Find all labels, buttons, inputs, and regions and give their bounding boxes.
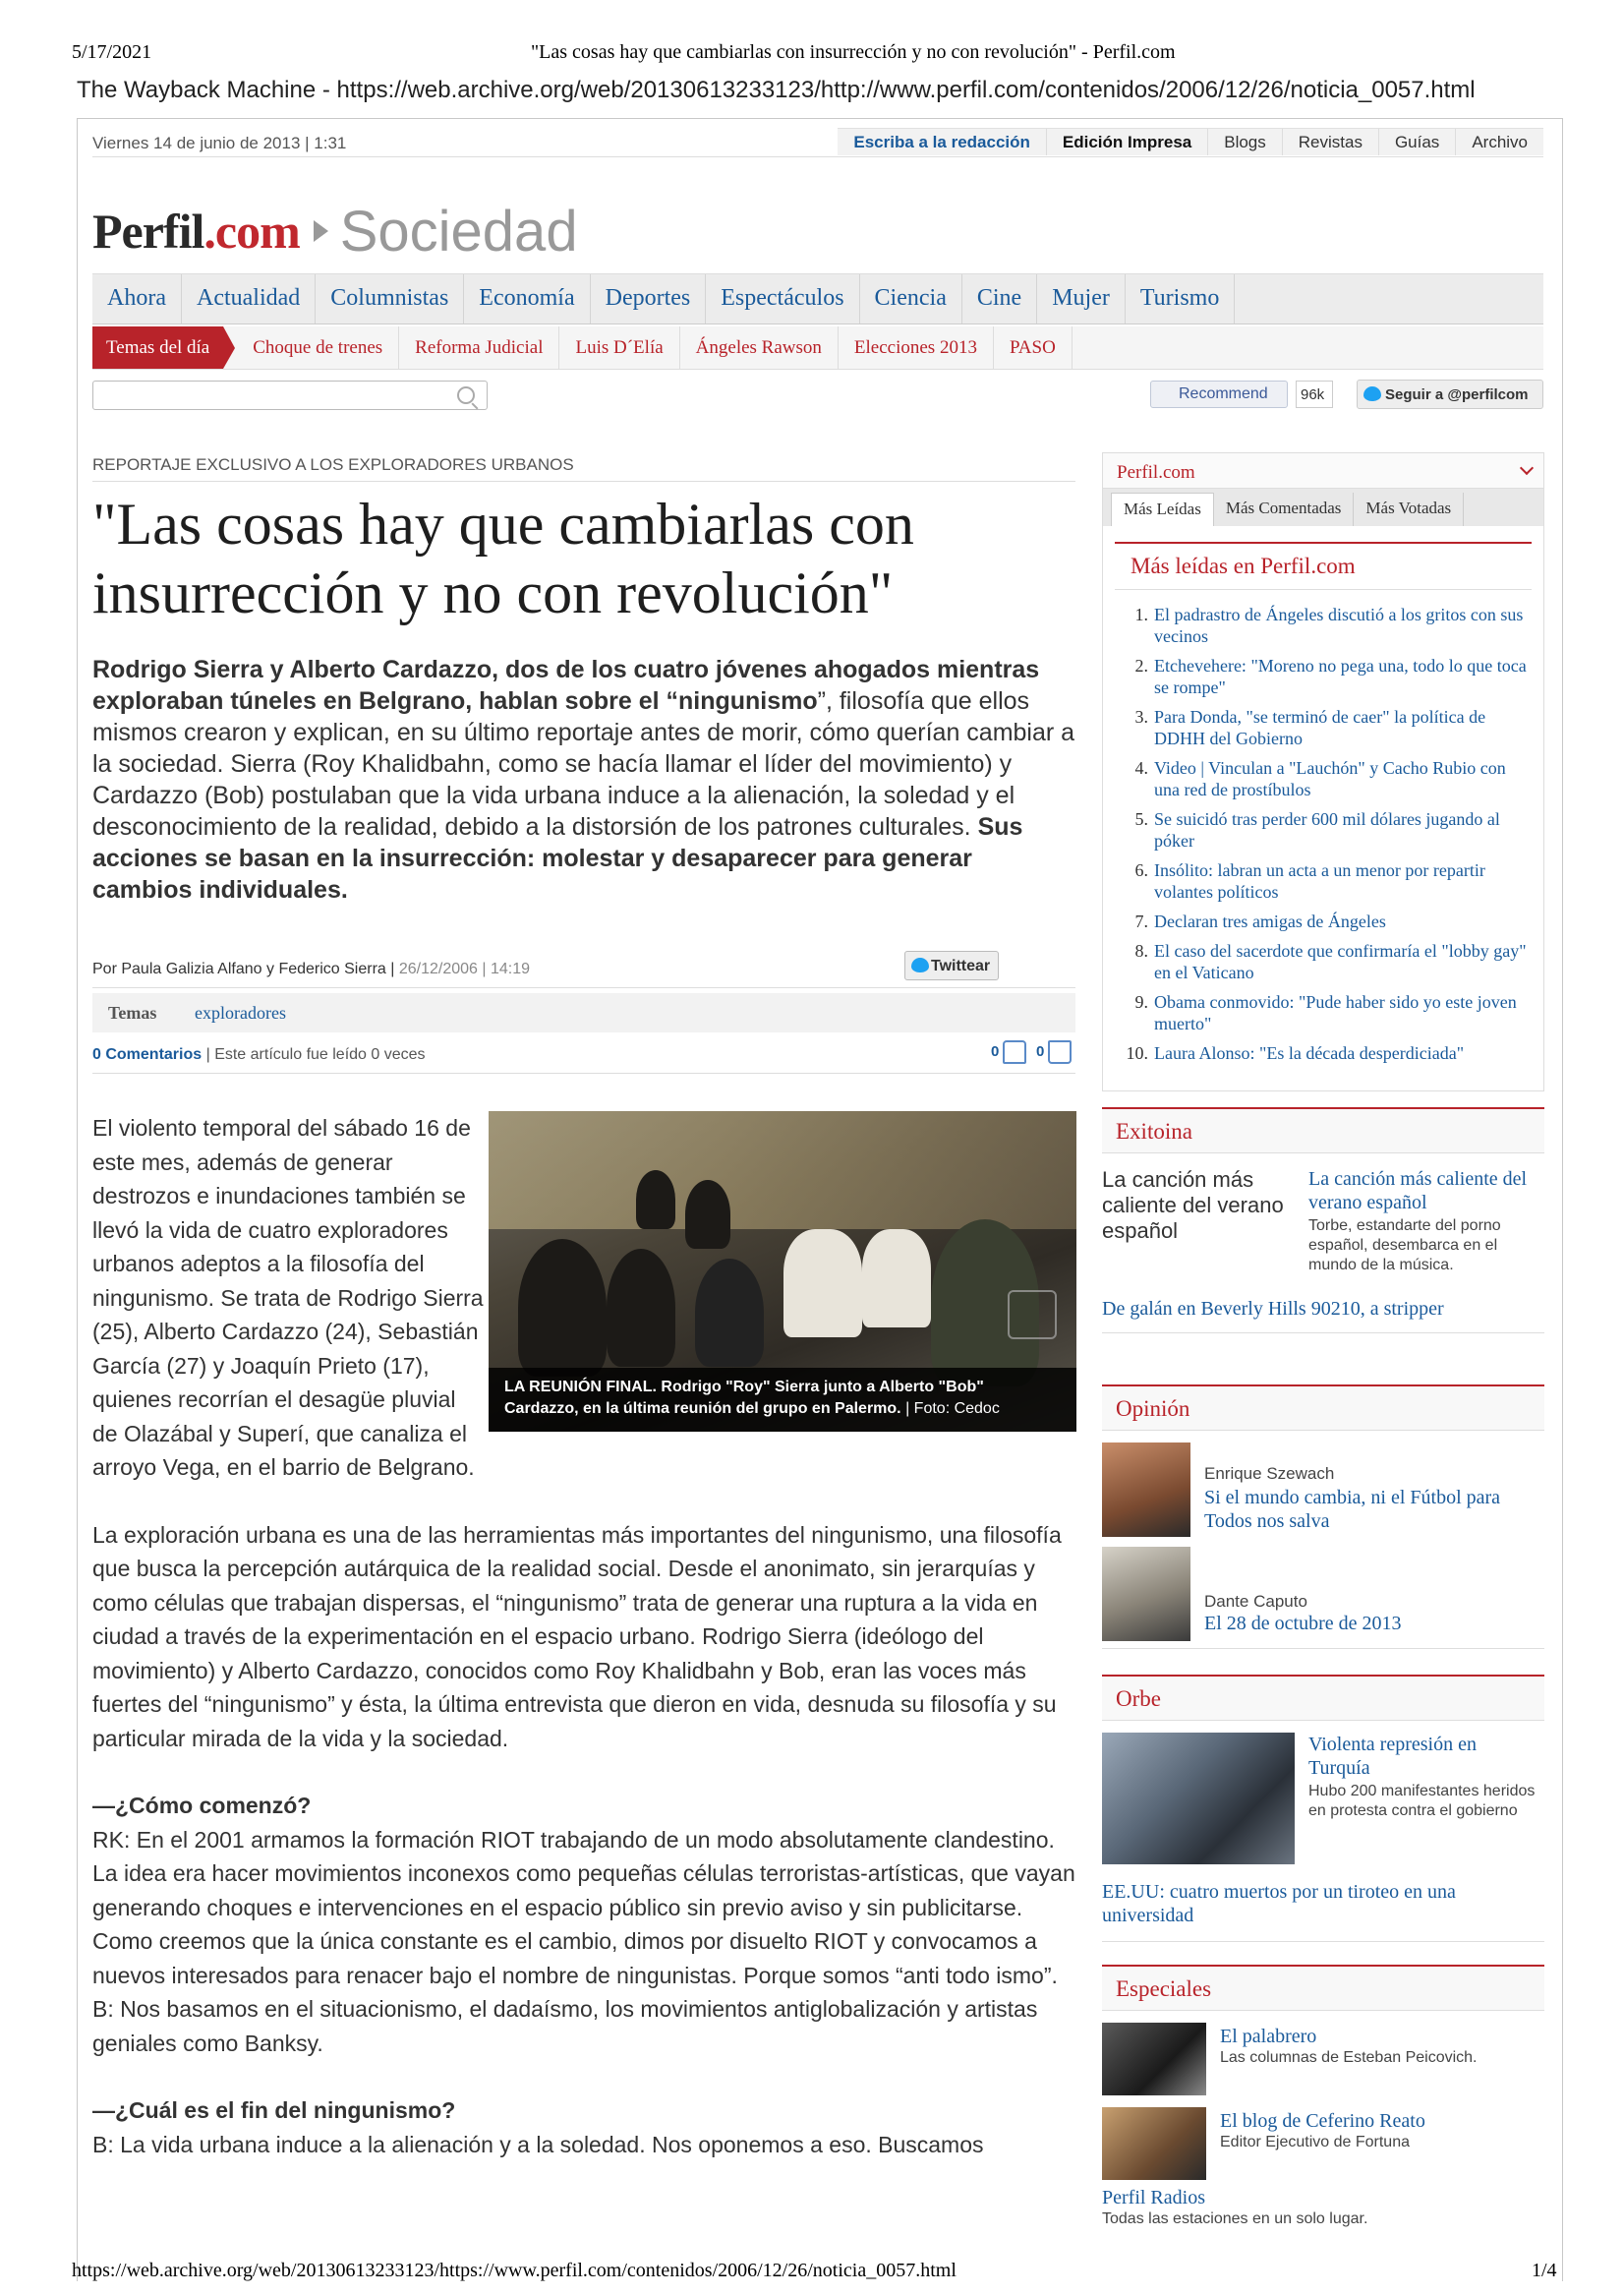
author-name: Enrique Szewach <box>1204 1464 1335 1483</box>
logo-arrow-icon <box>314 220 328 242</box>
chevron-down-icon <box>1520 461 1534 475</box>
most-read-box <box>1102 452 1544 1091</box>
follow-button[interactable] <box>1357 380 1543 409</box>
exitoina-link-2[interactable]: De galán en Beverly Hills 90210, a stripper <box>1102 1291 1544 1333</box>
list-item[interactable]: 4. Video | Vinculan a "Lauchón" y Cacho Rubio con una red de prostíbulos <box>1134 758 1506 799</box>
special-desc: Editor Ejecutivo de Fortuna <box>1220 2134 1410 2150</box>
special-link[interactable]: El palabrero <box>1220 2026 1317 2047</box>
orbe-desc: Hubo 200 manifestantes heridos en protesta contra el gobierno <box>1308 1783 1536 1819</box>
list-item[interactable]: 7. Declaran tres amigas de Ángeles <box>1134 912 1386 931</box>
topic-link[interactable]: PASO <box>994 326 1073 369</box>
article-lead <box>92 654 1075 906</box>
article-tags <box>92 993 1075 1032</box>
interview-question: —¿Cuál es el fin del ningunismo? <box>92 2097 456 2123</box>
list-item[interactable]: 1. El padrastro de Ángeles discutió a los gritos con sus vecinos <box>1134 605 1524 646</box>
top-link-write[interactable]: Escriba a la redacción <box>853 133 1030 151</box>
section-heading: Especiales <box>1102 1965 1544 2011</box>
comments-row <box>92 1034 1075 1074</box>
special-photo[interactable] <box>1102 2023 1206 2095</box>
thumbs-up-icon <box>1003 1040 1026 1064</box>
photo-caption: LA REUNIÓN FINAL. Rodrigo "Roy" Sierra junto a Alberto "Bob" Cardazzo, en la última reunión del grupo en Palermo. | Foto: Cedoc <box>489 1368 1076 1432</box>
list-item[interactable]: 5. Se suicidó tras perder 600 mil dólares jugando al póker <box>1134 809 1500 851</box>
specials-section <box>1102 1965 1544 2229</box>
section-heading: Opinión <box>1102 1384 1544 1431</box>
print-page-number: 1/4 <box>1532 2260 1557 2281</box>
logo-brand: Perfil.com <box>92 204 300 259</box>
author-photo[interactable] <box>1102 1442 1190 1537</box>
nav-item[interactable]: Mujer <box>1037 274 1126 324</box>
exitoina-section <box>1102 1107 1544 1333</box>
topics-label: Temas del día <box>92 326 223 369</box>
article-date: 26/12/2006 | 14:19 <box>398 961 531 977</box>
recommend-button[interactable]: Recommend <box>1150 381 1288 408</box>
exitoina-link[interactable]: La canción más caliente del verano español <box>1308 1168 1528 1213</box>
nav-item[interactable]: Actualidad <box>182 274 316 324</box>
site-logo[interactable] <box>92 197 578 265</box>
nav-item[interactable]: Economía <box>464 274 590 324</box>
byline: Por Paula Galizia Alfano y Federico Sierra | 26/12/2006 | 14:19 <box>92 961 531 977</box>
article-kicker: REPORTAJE EXCLUSIVO A LOS EXPLORADORES URBANOS <box>92 455 1075 482</box>
top-links <box>838 128 1543 155</box>
top-link-archive[interactable]: Archivo <box>1455 129 1543 155</box>
thumbs-down-icon <box>1048 1040 1072 1064</box>
body-paragraph: La exploración urbana es una de las herramientas más importantes del ningunismo, una filosofía que busca la percepción autárquica de la realidad social. Desde el anonimato, sin jerarquías y como células que trabajan dispersas, el “ningunismo” trata de generar una ruptura a la vida en ciudad a través de la experimentación en el espacio urbano. Rodrigo Sierra (ideólogo del movimiento) y Alberto Cardazzo, conocidos como Roy Khalidbahn y Bob, eran las voces más fuertes del “ningunismo” y ésta, la última entrevista que dieron en vida, desnuda su filosofía y su particular mirada de la vida y la sociedad. <box>92 1521 1062 1751</box>
nav-item[interactable]: Turismo <box>1126 274 1235 324</box>
nav-item[interactable]: Deportes <box>591 274 707 324</box>
topic-link[interactable]: Luis D´Elía <box>559 326 679 369</box>
print-footer-url: https://web.archive.org/web/20130613233123/https://www.perfil.com/contenidos/2006/12/26/noticia_0057.html <box>72 2260 957 2281</box>
special-link[interactable]: El blog de Ceferino Reato <box>1220 2110 1425 2132</box>
search-input[interactable] <box>92 381 488 410</box>
list-item[interactable]: 8. El caso del sacerdote que confirmaría el "lobby gay" en el Vaticano <box>1134 941 1527 982</box>
tweet-button[interactable]: Twittear <box>904 951 999 980</box>
dislike-button[interactable]: 0 <box>1036 1040 1072 1064</box>
interview-answer: B: La vida urbana induce a la alienación y a la soledad. Nos oponemos a eso. Buscamos <box>92 2131 984 2157</box>
interview-question: —¿Cómo comenzó? <box>92 1793 312 1818</box>
tab-most-commented[interactable]: Más Comentadas <box>1214 493 1355 526</box>
top-link-magazines[interactable]: Revistas <box>1282 129 1378 155</box>
nav-item[interactable]: Ciencia <box>860 274 962 324</box>
topic-link[interactable]: Ángeles Rawson <box>680 326 839 369</box>
top-bar <box>92 126 1543 157</box>
author-name: Dante Caputo <box>1204 1592 1307 1611</box>
print-date: 5/17/2021 <box>72 41 152 63</box>
topic-link[interactable]: Choque de trenes <box>237 326 399 369</box>
top-link-print-edition[interactable]: Edición Impresa <box>1046 129 1207 155</box>
radio-desc: Todas las estaciones en un solo lugar. <box>1102 2210 1368 2227</box>
radio-link[interactable]: Perfil Radios <box>1102 2187 1205 2208</box>
list-item[interactable]: 3. Para Donda, "se terminó de caer" la política de DDHH del Gobierno <box>1134 707 1486 748</box>
interview-answer: B: Nos basamos en el situacionismo, el dadaísmo, los movimientos antiglobalización y artistas geniales como Banksy. <box>92 1996 1038 2056</box>
print-title: "Las cosas hay que cambiarlas con insurrección y no con revolución" - Perfil.com <box>531 41 1176 63</box>
interview-answer: RK: En el 2001 armamos la formación RIOT trabajando de un modo absolutamente clandestino. La idea era hacer movimientos inconexos como pequeñas células terroristas-artísticas, que vayan generando choques e intervenciones en el espacio público sin previo aviso y sin publicitarse. Como creemos que la única constante es el cambio, dimos por disuelto RIOT y convocamos a nuevos interesados para renacer bajo el nombre de ningunistas. Porque somos “anti todo ismo”. <box>92 1826 1075 1988</box>
lead-bold-intro: Rodrigo Sierra y Alberto Cardazzo, dos de los cuatro jóvenes ahogados mientras exploraban túneles en Belgrano, hablan sobre el “ningunismo <box>92 656 1040 715</box>
broken-image-alt[interactable]: La canción más caliente del verano español <box>1102 1167 1284 1243</box>
comments-link[interactable]: 0 Comentarios <box>92 1046 203 1063</box>
search-icon[interactable] <box>457 386 475 404</box>
top-link-guides[interactable]: Guías <box>1378 129 1455 155</box>
follow-label: Seguir a @perfilcom <box>1385 386 1529 403</box>
most-read-list <box>1103 590 1543 1078</box>
topic-link[interactable]: Reforma Judicial <box>399 326 559 369</box>
orbe-link-2[interactable]: EE.UU: cuatro muertos por un tiroteo en una universidad <box>1102 1880 1544 1942</box>
twitter-bird-icon <box>1363 386 1381 401</box>
section-heading: Orbe <box>1102 1675 1544 1721</box>
twitter-bird-icon <box>911 958 929 972</box>
print-header <box>0 0 1624 103</box>
sidebar <box>1102 452 1544 2227</box>
orbe-link[interactable]: Violenta represión en Turquía <box>1308 1734 1477 1779</box>
nav-item[interactable]: Columnistas <box>316 274 464 324</box>
body-paragraph: El violento temporal del sábado 16 de este mes, además de generar destrozos e inundaciones también se llevó la vida de cuatro exploradores urbanos adeptos a la filosofía del ningunismo. Se trata de Rodrigo Sierra (25), Alberto Cardazzo (24), Sebastián García (27) y Joaquín Prieto (17), quienes recorrían el desagüe pluvial de Olazábal y Superí, que canaliza el arroyo Vega, en el barrio de Belgrano. <box>92 1115 484 1480</box>
wayback-url[interactable]: The Wayback Machine - https://web.archive.org/web/20130613233123/http://www.perfil.com/contenidos/2006/12/26/noticia_0057.html <box>77 77 1476 103</box>
nav-item[interactable]: Cine <box>962 274 1037 324</box>
tag-link[interactable]: exploradores <box>195 1003 286 1023</box>
tab-most-read[interactable]: Más Leídas <box>1111 493 1214 526</box>
like-button[interactable]: 0 <box>991 1040 1026 1064</box>
list-item[interactable]: 6. Insólito: labran un acta a un menor por repartir volantes políticos <box>1134 860 1485 902</box>
exitoina-desc: Torbe, estandarte del porno español, desembarca en el mundo de la música. <box>1308 1217 1501 1273</box>
current-date: Viernes 14 de junio de 2013 | 1:31 <box>92 134 347 152</box>
nav-item[interactable]: Ahora <box>92 274 182 324</box>
top-link-blogs[interactable]: Blogs <box>1207 129 1282 155</box>
section-heading: Exitoina <box>1102 1107 1544 1153</box>
comments-info: 0 Comentarios | Este artículo fue leído 0 veces <box>92 1046 426 1063</box>
topic-link[interactable]: Elecciones 2013 <box>839 326 994 369</box>
site-select[interactable]: Perfil.com <box>1103 453 1543 489</box>
opinion-link[interactable]: El 28 de octubre de 2013 <box>1204 1613 1402 1634</box>
tags-label: Temas <box>108 1003 157 1023</box>
orbe-section <box>1102 1675 1544 1942</box>
recommend-count: 96k <box>1296 381 1333 408</box>
lead-text: ”, filosofía que ellos mismos crearon y explican, en su último reportaje antes de morir, cómo querían cambiar a la sociedad. Sierra (Roy Khalidbahn, como se hacía llamar el líder del movimiento) y Cardazzo (Bob) postulaban que la vida urbana induce a la alienación, la soledad y el desconocimiento de la realidad, debido a la distorsión de los patrones culturales. <box>92 687 1075 841</box>
author-photo[interactable] <box>1102 1547 1190 1641</box>
news-photo[interactable] <box>1102 1733 1295 1864</box>
list-item[interactable]: 10. Laura Alonso: "Es la década desperdiciada" <box>1126 1043 1465 1063</box>
tab-most-voted[interactable]: Más Votadas <box>1354 493 1464 526</box>
most-read-title: Más leídas en Perfil.com <box>1115 542 1532 590</box>
list-item[interactable]: 2. Etchevehere: "Moreno no pega una, todo lo que toca se rompe" <box>1134 656 1527 697</box>
most-read-tabs <box>1103 489 1543 526</box>
lead-bold-outro: Sus acciones se basan en la insurrección: molestar y desaparecer para generar cambios individuales. <box>92 813 1023 904</box>
byline-row <box>92 949 1075 988</box>
nav-item[interactable]: Espectáculos <box>706 274 859 324</box>
opinion-section <box>1102 1384 1544 1649</box>
special-photo[interactable] <box>1102 2107 1206 2180</box>
topics-bar <box>92 326 1543 370</box>
opinion-link[interactable]: Si el mundo cambia, ni el Fútbol para Todos nos salva <box>1204 1487 1501 1532</box>
special-desc: Las columnas de Esteban Peicovich. <box>1220 2049 1478 2066</box>
article-body <box>92 1111 1075 2161</box>
article-headline: "Las cosas hay que cambiarlas con insurrección y no con revolución" <box>92 492 914 625</box>
list-item[interactable]: 9. Obama conmovido: "Pude haber sido yo este joven muerto" <box>1134 992 1517 1033</box>
section-title: Sociedad <box>339 199 578 264</box>
main-nav <box>92 273 1543 324</box>
